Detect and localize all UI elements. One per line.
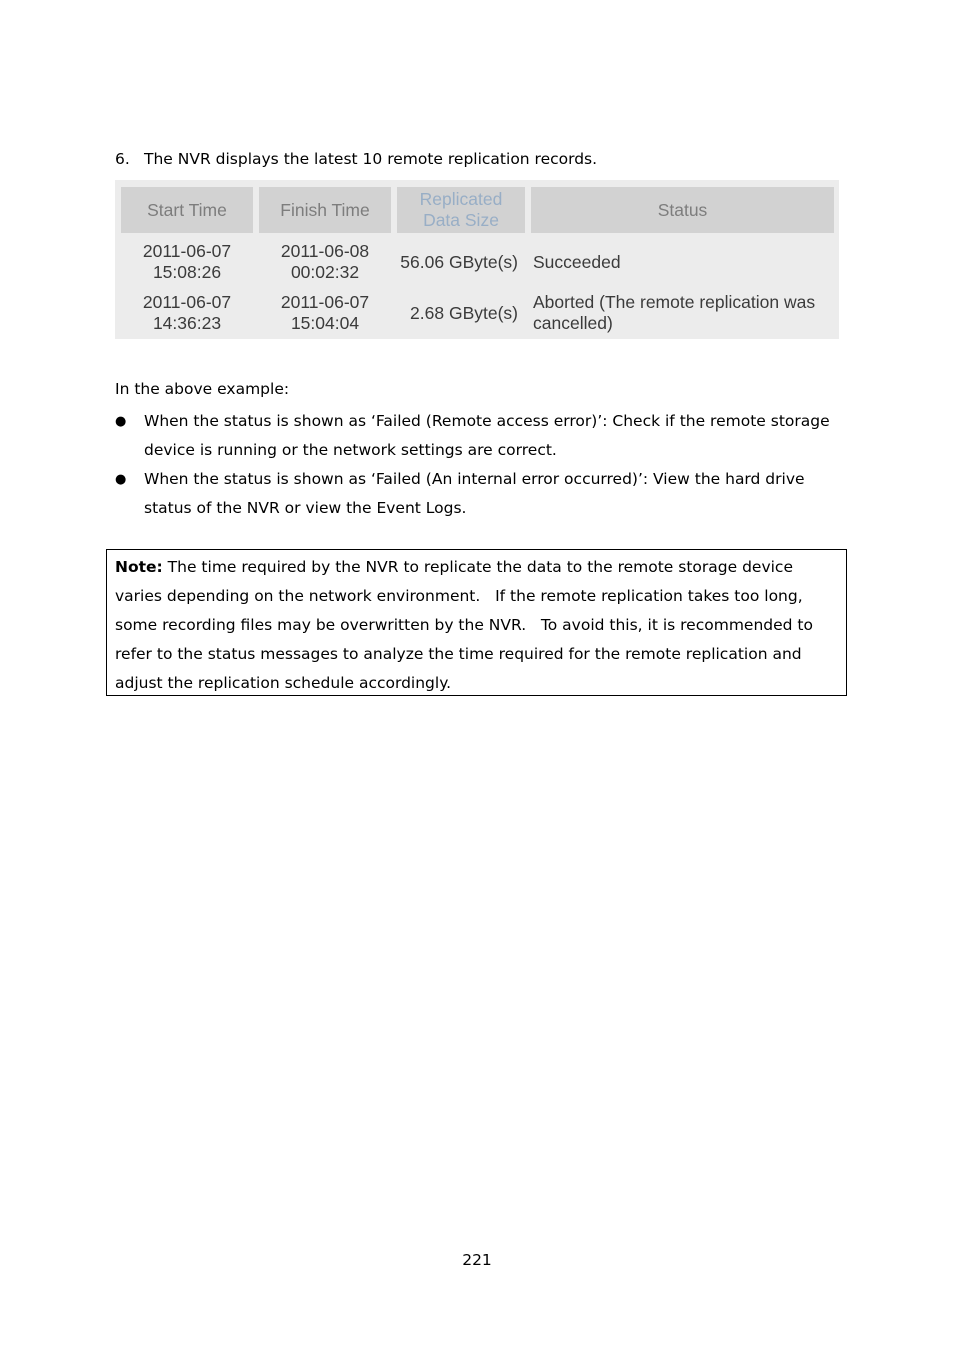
note-label: Note: bbox=[115, 558, 163, 576]
row1-finish-clock: 00:02:32 bbox=[290, 262, 360, 282]
row2-size: 2.68 GByte(s) bbox=[410, 302, 518, 323]
row2-status bbox=[533, 291, 833, 335]
row2-status-line2: cancelled) bbox=[533, 313, 613, 333]
note-box bbox=[106, 549, 847, 696]
intro-text: In the above example: bbox=[115, 380, 290, 398]
row1-finish-time bbox=[259, 240, 391, 284]
header-start-time[interactable]: Start Time bbox=[121, 187, 253, 233]
note-line3: some recording files may be overwritten by the NVR. To avoid this, it is recommended to bbox=[115, 616, 813, 634]
bullet-list bbox=[115, 407, 845, 523]
replication-records-table bbox=[115, 180, 839, 339]
note-line5: adjust the replication schedule accordingly. bbox=[115, 674, 452, 692]
row2-finish-clock: 15:04:04 bbox=[290, 313, 360, 333]
row1-start-date: 2011-06-07 bbox=[142, 241, 232, 261]
header-finish-time[interactable]: Finish Time bbox=[259, 187, 391, 233]
row1-size: 56.06 GByte(s) bbox=[400, 251, 518, 272]
bullet2-line1: When the status is shown as ‘Failed (An internal error occurred)’: View the hard drive bbox=[144, 470, 805, 488]
note-line2: varies depending on the network environment. If the remote replication takes too long, bbox=[115, 587, 803, 605]
step-6 bbox=[115, 148, 855, 170]
row1-finish-date: 2011-06-08 bbox=[280, 241, 370, 261]
step-text: The NVR displays the latest 10 remote replication records. bbox=[144, 150, 598, 168]
list-item bbox=[115, 407, 845, 465]
bullet-icon: ● bbox=[115, 472, 127, 487]
header-replicated-data-size[interactable]: Replicated Data Size bbox=[397, 187, 525, 233]
page-number: 221 bbox=[462, 1251, 492, 1269]
row2-finish-date: 2011-06-07 bbox=[280, 292, 370, 312]
row2-start-time bbox=[121, 291, 253, 335]
note-line4: refer to the status messages to analyze the time required for the remote replication and bbox=[115, 645, 802, 663]
row1-status bbox=[533, 240, 833, 284]
row2-start-clock: 14:36:23 bbox=[152, 313, 222, 333]
row2-start-date: 2011-06-07 bbox=[142, 292, 232, 312]
bullet-icon: ● bbox=[115, 414, 127, 429]
row1-status-line1: Succeeded bbox=[533, 251, 621, 272]
bullet1-line2: device is running or the network settings are correct. bbox=[144, 441, 557, 459]
header-status[interactable]: Status bbox=[531, 187, 834, 233]
list-item bbox=[115, 465, 845, 523]
bullet1-line1: When the status is shown as ‘Failed (Remote access error)’: Check if the remote storage bbox=[144, 412, 830, 430]
row1-start-clock: 15:08:26 bbox=[152, 262, 222, 282]
row2-status-line1: Aborted (The remote replication was bbox=[533, 292, 816, 312]
row2-finish-time bbox=[259, 291, 391, 335]
bullet2-line2: status of the NVR or view the Event Logs. bbox=[144, 499, 467, 517]
step-number: 6. bbox=[115, 150, 130, 168]
note-line1: The time required by the NVR to replicate the data to the remote storage device bbox=[162, 558, 793, 576]
row1-start-time bbox=[121, 240, 253, 284]
